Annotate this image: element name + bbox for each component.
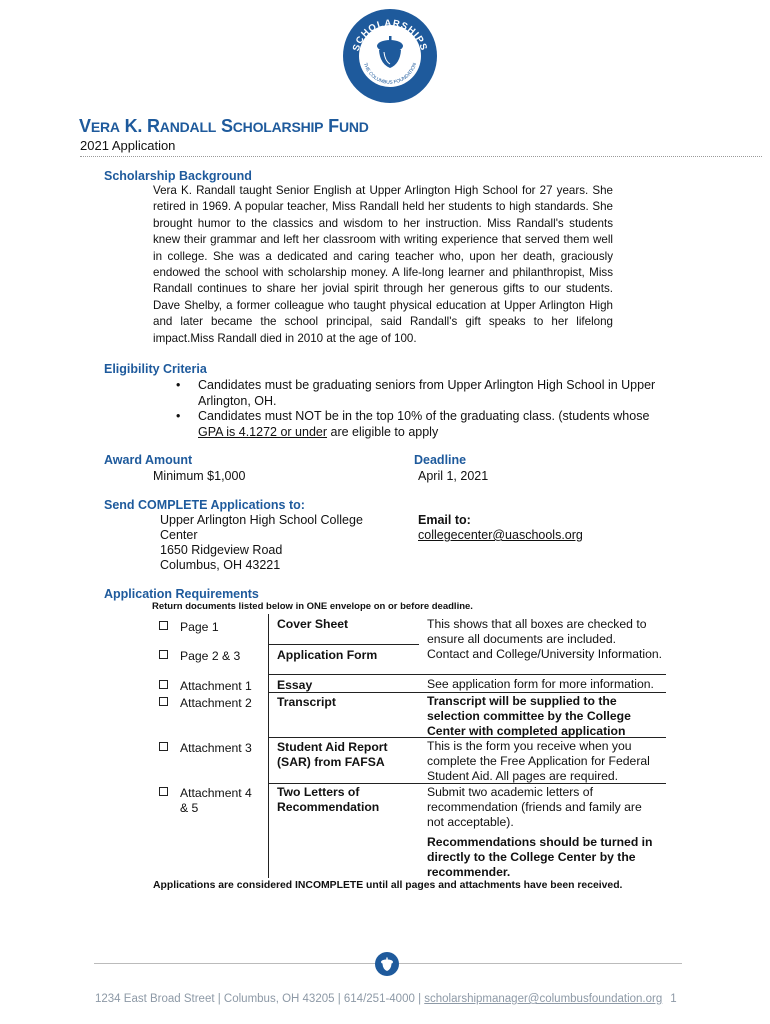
req-row-5-desc: This is the form you receive when you complete the Free Application for Federal Student Aid. All pages are required.	[427, 739, 650, 783]
requirements-note: Return documents listed below in ONE envelope on or before deadline.	[152, 601, 473, 612]
req-row-6-desc: Submit two academic letters of recommendation (friends and family are not acceptable).	[427, 785, 642, 829]
checkbox-icon[interactable]	[159, 621, 168, 630]
divider	[80, 156, 762, 157]
deadline-heading: Deadline	[414, 453, 467, 467]
req-row-3-desc: See application form for more information.	[427, 677, 654, 691]
svg-text:THE COLUMBUS FOUNDATION: THE COLUMBUS FOUNDATION	[361, 62, 419, 86]
eligibility-bullet-2	[176, 409, 666, 440]
checkbox-icon[interactable]	[159, 742, 168, 751]
send-heading: Send COMPLETE Applications to:	[104, 498, 305, 512]
req-row-2-doc: Application Form	[277, 648, 378, 662]
eligibility-bullet-1-text: Candidates must be graduating seniors from Upper Arlington High School in Upper Arlington, OH.	[198, 378, 656, 408]
checkbox-icon[interactable]	[159, 680, 168, 689]
email-label: Email to:	[418, 513, 471, 527]
background-heading: Scholarship Background	[104, 169, 252, 183]
acorn-icon	[375, 952, 399, 976]
eligibility-bullet-2-text: Candidates must NOT be in the top 10% of the graduating class. (students whose GPA is 4.1272 or under are eligible to apply	[198, 409, 650, 439]
req-row-4-item: Attachment 2	[159, 696, 252, 711]
checkbox-icon[interactable]	[159, 697, 168, 706]
req-row-4-doc: Transcript	[277, 695, 336, 709]
req-row-4-desc: Transcript will be supplied to the selection committee by the College Center with completed application	[427, 694, 631, 738]
document-subtitle: 2021 Application	[80, 138, 176, 153]
eligibility-bullet-1	[176, 378, 666, 409]
page-number: 1	[670, 993, 677, 1005]
checkbox-icon[interactable]	[159, 650, 168, 659]
document-title: VERA K. RANDALL SCHOLARSHIP FUND	[79, 116, 369, 136]
req-row-1-desc: This shows that all boxes are checked to ensure all documents are included.	[427, 617, 647, 646]
req-row-6-item: Attachment 4 & 5	[159, 786, 260, 816]
req-row-3-doc: Essay	[277, 678, 313, 692]
eligibility-heading: Eligibility Criteria	[104, 362, 207, 376]
checkbox-icon[interactable]	[159, 787, 168, 796]
incomplete-note: Applications are considered INCOMPLETE until all pages and attachments have been received.	[153, 880, 623, 891]
bullet-icon: •	[176, 409, 181, 423]
req-row-1-doc: Cover Sheet	[277, 617, 349, 631]
background-paragraph: Vera K. Randall taught Senior English at Upper Arlington High School for 27 years. She retired in 1969. A popular teacher, Miss Randall held her students to high standards. She brought humor to the classics and wisdom to her instruction. Miss Randall's students knew their grammar and left her classroom with writing experience that served them well in college. She was a dedicated and caring teacher who, upon her death, graciously endowed the school with scholarship money. A life-long learner and philanthropist, Miss Randall continues to share her jovial spirit through her generous gifts to our students. Dave Shelby, a former colleague who taught physical education at Upper Arlington High and later became the school principal, said Randall's gift speaks to her lifelong impact.Miss Randall died in 2010 at the age of 100.	[153, 184, 613, 345]
req-row-6-doc: Two Letters of Recommendation	[277, 785, 380, 814]
award-value: Minimum $1,000	[153, 469, 246, 483]
req-row-3-item: Attachment 1	[159, 679, 252, 694]
footer-contact: 1234 East Broad Street | Columbus, OH 43205 | 614/251-4000 | scholarshipmanager@columbusfoundation.org 1	[95, 993, 677, 1005]
award-heading: Award Amount	[104, 453, 193, 467]
req-row-2-item: Page 2 & 3	[159, 649, 240, 664]
deadline-value: April 1, 2021	[418, 469, 489, 483]
req-row-2-desc: Contact and College/University Information.	[427, 647, 663, 661]
gpa-threshold: GPA is 4.1272 or under	[198, 424, 328, 439]
svg-text:SCHOLARSHIPS: SCHOLARSHIPS	[350, 17, 430, 53]
req-row-5-item: Attachment 3	[159, 741, 252, 756]
mailing-address: Upper Arlington High School College Center 1650 Ridgeview Road Columbus, OH 43221	[160, 513, 363, 572]
requirements-heading: Application Requirements	[104, 587, 259, 601]
table-divider	[268, 614, 269, 878]
recommendations-note: Recommendations should be turned in directly to the College Center by the recommender.	[427, 835, 653, 879]
scholarship-manager-email-link[interactable]: scholarshipmanager@columbusfoundation.org	[424, 993, 663, 1005]
req-row-5-doc: Student Aid Report (SAR) from FAFSA	[277, 740, 388, 769]
columbus-foundation-scholarships-logo	[340, 6, 440, 106]
bullet-icon: •	[176, 378, 181, 392]
req-row-1-item: Page 1	[159, 620, 219, 635]
college-center-email-link[interactable]: collegecenter@uaschools.org	[418, 528, 583, 542]
